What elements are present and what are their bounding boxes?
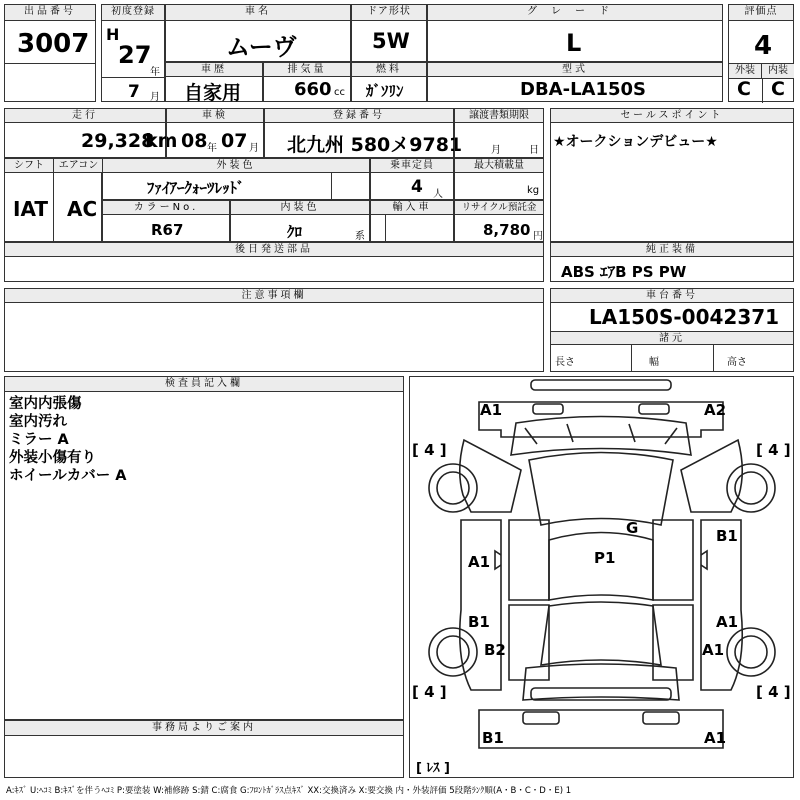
transfer-cell — [454, 108, 544, 158]
inspector-label: 検査員記入欄 — [5, 377, 403, 392]
aircon-label: エアコン — [54, 159, 103, 173]
insp-month-unit: 月 — [249, 143, 259, 154]
interior-grade: C — [771, 78, 785, 100]
capacity-unit: 人 — [433, 189, 443, 200]
ext-color: ﾌｧｲｱｰｸｫｰﾂﾚｯﾄﾞ — [147, 179, 245, 197]
fuel-label: 燃料 — [352, 63, 426, 77]
inspection-cell — [166, 108, 264, 158]
width-label: 幅 — [649, 357, 659, 368]
first-reg-label: 初度登録 — [102, 5, 164, 21]
later-parts-cell — [4, 242, 544, 282]
label-front-left: A1 — [480, 401, 503, 419]
equipment-label: 純正装備 — [551, 243, 793, 257]
score-label: 評価点 — [729, 5, 793, 21]
lot-label: 出品番号 — [5, 5, 95, 21]
int-color: ｸﾛ — [287, 223, 303, 241]
int-color-label: 内装色 — [231, 201, 369, 215]
note-line: ホイールカバー A — [9, 468, 127, 484]
grade: L — [566, 29, 582, 57]
grade-cell — [427, 4, 723, 62]
int-color-unit: 系 — [355, 231, 365, 242]
note-line: 室内汚れ — [9, 414, 67, 430]
label-tire-fl: [ 4 ] — [412, 441, 447, 459]
caution-label: 注意事項欄 — [5, 289, 543, 303]
label-right-rear-door: A1 — [716, 613, 739, 631]
equipment-cell — [550, 242, 794, 282]
capacity-label: 乗車定員 — [371, 159, 453, 173]
sales-point: ★オークションデビュー★ — [553, 134, 718, 150]
label-left-rear-fender: B2 — [484, 641, 506, 659]
chassis-label: 車台番号 — [551, 289, 793, 303]
fuel: ｶﾞｿﾘﾝ — [366, 82, 404, 100]
equipment: ABS ｴｱB PS PW — [561, 263, 687, 281]
office-cell — [4, 720, 404, 778]
history-label: 車歴 — [166, 63, 262, 77]
chassis-number: LA150S-0042371 — [589, 305, 780, 329]
insp-year-unit: 年 — [207, 143, 217, 154]
legend: A:ｷｽﾞ U:ﾍｺﾐ B:ｷｽﾞを伴うﾍｺﾐ P:要塗装 W:補修跡 S:錆 C:腐食 G:ﾌﾛﾝﾄｶﾞﾗｽ点ｷｽﾞ XX:交換済み X:要交換 内・外装評価 5段階ﾗﾝｸ順(A・B・C・D・E) 1 — [6, 786, 572, 796]
plate: 北九州 580メ9781 — [287, 134, 463, 156]
label-tire-rl: [ 4 ] — [412, 683, 447, 701]
import-cell — [370, 200, 454, 242]
exterior-label: 外装 — [729, 64, 762, 79]
interior-label: 内装 — [762, 64, 794, 79]
import-label: 輸入車 — [371, 201, 453, 215]
lot-cell — [4, 4, 96, 102]
label-tire-rr: [ 4 ] — [756, 683, 791, 701]
transfer-label: 譲渡書類期限 — [455, 109, 543, 123]
fuel-cell — [351, 62, 427, 102]
label-front-right: A2 — [704, 401, 727, 419]
capacity: 4 — [411, 177, 423, 197]
recycle-cell — [454, 200, 544, 242]
transfer-month-unit: 月 — [491, 145, 501, 156]
length-label: 長さ — [555, 357, 575, 368]
load-cell — [454, 158, 544, 200]
history-cell — [165, 62, 263, 102]
label-rear-left: B1 — [482, 729, 504, 747]
car-name-label: 車名 — [166, 5, 350, 21]
color-no-cell — [102, 200, 230, 242]
capacity-cell — [370, 158, 454, 200]
recycle-label: リサイクル預託金 — [455, 201, 543, 215]
int-color-cell — [230, 200, 370, 242]
label-left-front-door: A1 — [468, 553, 491, 571]
label-left-rear-door: B1 — [468, 613, 490, 631]
car-name: ムーヴ — [226, 33, 297, 61]
note-line: 外装小傷有り — [9, 450, 96, 466]
model: DBA-LA150S — [520, 79, 646, 100]
inspector-cell — [4, 376, 404, 720]
label-tire-fr: [ 4 ] — [756, 441, 791, 459]
score: 4 — [754, 31, 773, 61]
mileage-label: 走行 — [5, 109, 165, 123]
ext-color-label: 外装色 — [103, 159, 369, 173]
caution-cell — [4, 288, 544, 372]
spec-label: 諸元 — [551, 331, 793, 345]
year-unit: 年 — [150, 67, 160, 78]
car-name-cell — [165, 4, 351, 62]
insp-month: 07 — [221, 130, 248, 152]
label-rear-right: A1 — [704, 729, 727, 747]
score-cell — [728, 4, 794, 102]
label-right-front-door: B1 — [716, 527, 738, 545]
note-line: 室内内張傷 — [9, 396, 82, 412]
insp-year: 08 — [181, 130, 208, 152]
note-line: ミラー A — [9, 432, 69, 448]
displacement-label: 排気量 — [264, 63, 350, 77]
plate-cell — [264, 108, 463, 158]
label-right-rear-fender: A1 — [702, 641, 725, 659]
displacement-unit: cc — [334, 87, 345, 98]
label-roof: P1 — [594, 549, 616, 567]
month-unit: 月 — [150, 92, 160, 103]
exterior-grade: C — [737, 78, 751, 100]
aircon: AC — [67, 197, 98, 221]
car-outline-svg — [410, 377, 793, 777]
sales-point-label: セールスポイント — [551, 109, 793, 123]
inspector-notes — [9, 395, 126, 485]
shift-aircon-block — [4, 158, 102, 242]
displacement-cell — [263, 62, 351, 102]
door-type: 5W — [372, 29, 410, 53]
plate-label: 登録番号 — [265, 109, 453, 123]
height-label: 高さ — [727, 357, 747, 368]
shift: IAT — [13, 197, 49, 221]
door-label: ドア形状 — [352, 5, 426, 21]
first-reg-cell — [101, 4, 165, 102]
model-cell — [427, 62, 723, 102]
mileage-cell — [4, 108, 178, 158]
era: H — [106, 25, 120, 44]
mileage: 29,328 — [81, 130, 155, 152]
recycle: 8,780 — [483, 221, 531, 239]
lot-number: 3007 — [17, 29, 90, 59]
transfer-day-unit: 日 — [529, 145, 539, 156]
label-spare: [ ﾚｽ ] — [416, 761, 450, 776]
reg-year: 27 — [118, 41, 152, 69]
inspection-label: 車検 — [167, 109, 263, 123]
sales-point-cell — [550, 108, 794, 242]
displacement: 660 — [294, 79, 332, 100]
shift-label: シフト — [5, 159, 54, 173]
load-unit: kg — [527, 185, 540, 196]
reg-month: 7 — [128, 82, 140, 102]
history: 自家用 — [184, 82, 242, 104]
color-no: R67 — [151, 221, 184, 239]
model-label: 型式 — [428, 63, 722, 77]
ext-color-cell — [102, 158, 370, 200]
grade-label: グレード — [428, 5, 722, 21]
mileage-unit: km — [145, 130, 178, 152]
office-label: 事務局よりご案内 — [5, 721, 403, 736]
chassis-cell — [550, 288, 794, 372]
load-label: 最大積載量 — [455, 159, 543, 173]
door-cell — [351, 4, 427, 62]
label-glass: G — [626, 519, 639, 537]
later-parts-label: 後日発送部品 — [5, 243, 543, 257]
color-no-label: カラーNo. — [103, 201, 229, 215]
recycle-unit: 円 — [533, 231, 543, 242]
car-diagram — [409, 376, 794, 778]
